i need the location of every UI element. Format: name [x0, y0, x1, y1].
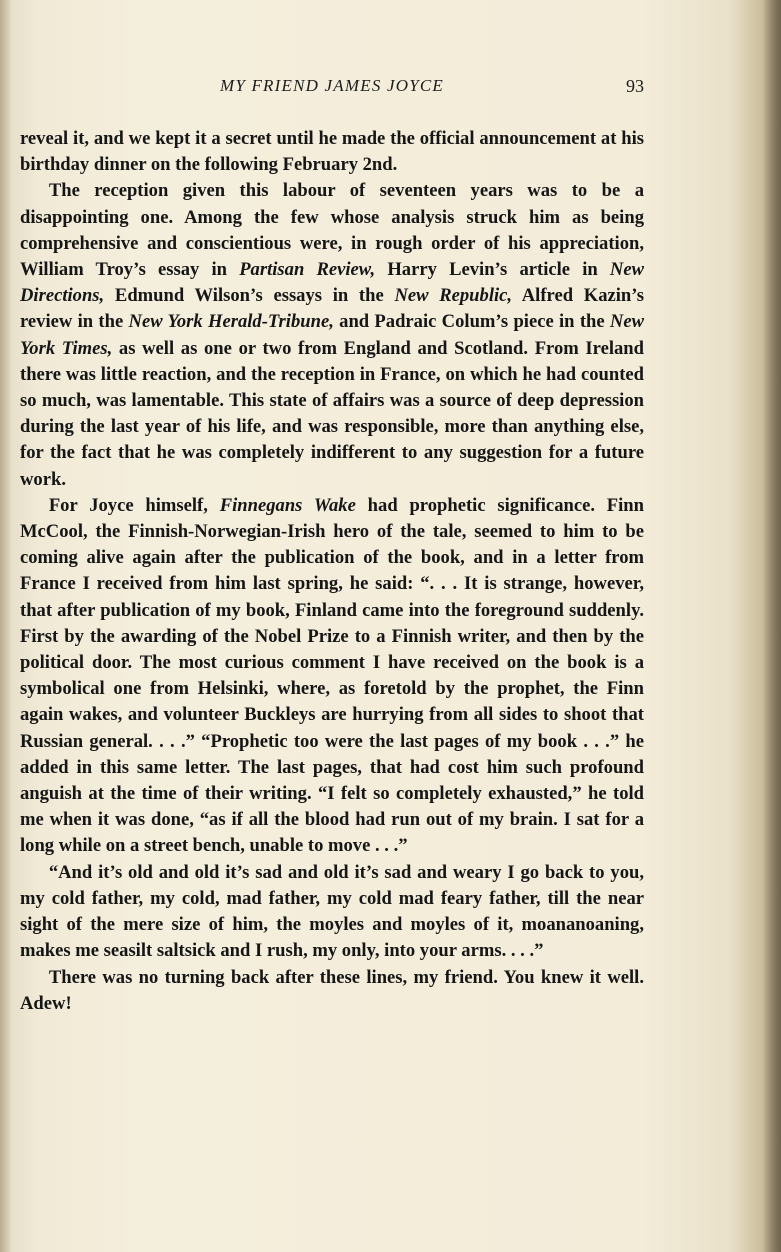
paragraph-4 — [20, 860, 644, 965]
text-run: and Padraic Colum’s piece in the — [333, 311, 610, 333]
text-run: “And it’s old and old it’s sad and old it’s sad and weary I go back to you, my cold father, my cold, mad father, my cold mad feary father, till the near sight of the mere size of him, the moyles and moyles of it, moananoaning, makes me seasilt saltsick and I rush, my only, into your arms. . . .” — [20, 861, 644, 962]
periodical-title: New York Times, — [20, 311, 644, 359]
text-run: Edmund Wilson’s essays in the — [104, 285, 395, 307]
page-number: 93 — [626, 76, 644, 96]
periodical-title: New York Herald-Tribune, — [128, 311, 334, 333]
running-title: MY FRIEND JAMES JOYCE — [220, 76, 444, 95]
periodical-title: Partisan Review, — [239, 259, 376, 281]
paragraph-1 — [20, 126, 644, 178]
paragraph-2 — [20, 178, 644, 492]
periodical-title: New Republic, — [394, 285, 513, 307]
periodical-title: New Directions, — [20, 259, 644, 307]
book-title: Finnegans Wake — [219, 494, 356, 516]
paragraph-3 — [20, 493, 644, 860]
text-run: Harry Levin’s article in — [375, 259, 610, 281]
text-run: Alfred Kazin’s review in the — [20, 285, 645, 333]
text-run: reveal it, and we kept it a secret until he made the official announcement at his birthday dinner on the following February 2nd. — [20, 128, 644, 176]
text-run: as well as one or two from England and Scotland. From Ireland there was little reaction, and the reception in France, on which he had counted so much, was lamentable. This state of affairs was a source of deep depression during the last year of his life, and was responsible, more than anything else, for the fact that he was completely indifferent to any suggestion for a future work. — [20, 337, 644, 490]
text-run: For Joyce himself, — [48, 494, 220, 516]
running-head — [20, 76, 644, 100]
body-text — [20, 126, 644, 1017]
text-run: The reception given this labour of seventeen years was to be a disappointing one. Among the few whose analysis struck him as being comprehensive and conscientious were, in rough order of his appreciation, William Troy’s essay in — [20, 180, 644, 281]
text-run: had prophetic significance. Finn McCool, the Finnish-Norwegian-Irish hero of the tale, seemed to him to be coming alive again after the publication of the book, and in a letter from France I received from him last spring, he said: “. . . It is strange, however, that after publication of my book, Finland came into the foreground suddenly. First by the awarding of the Nobel Prize to a Finnish writer, and then by the political door. The most curious comment I have received on the book is a symbolical one from Helsinki, where, as foretold by the prophet, the Finn again wakes, and volunteer Buckleys are hurrying from all sides to shoot that Russian general. . . .” “Prophetic too were the last pages of my book . . .” he added in this same letter. The last pages, that had cost him such profound anguish at the time of their writing. “I felt so completely exhausted,” he told me when it was done, “as if all the blood had run out of my brain. I sat for a long while on a street bench, unable to move . . .” — [20, 494, 644, 857]
text-run: There was no turning back after these lines, my friend. You knew it well. Adew! — [20, 966, 644, 1014]
paragraph-5 — [20, 965, 644, 1017]
